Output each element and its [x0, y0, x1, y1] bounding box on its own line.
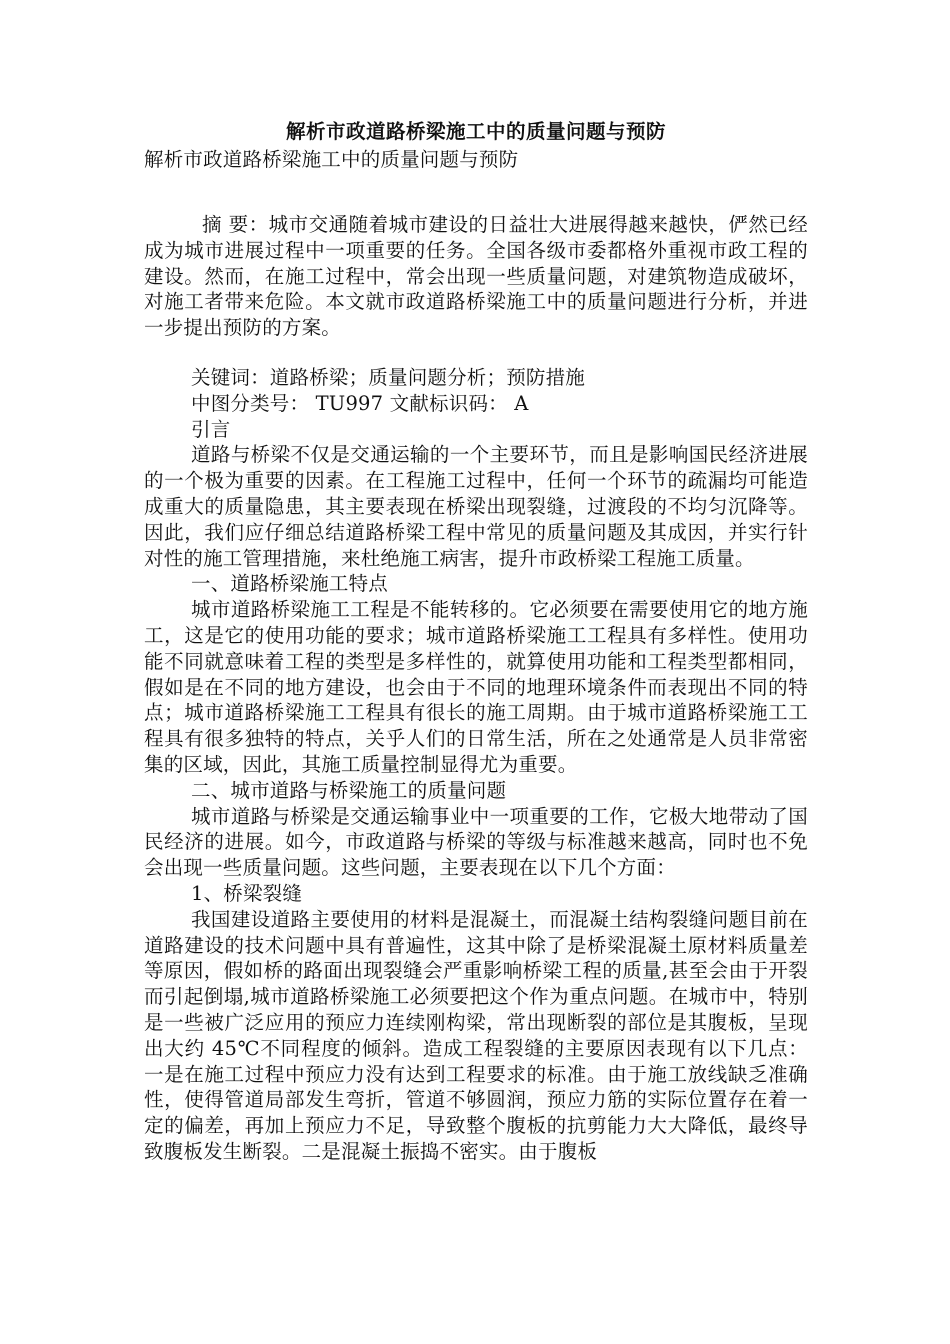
intro-heading: 引言 — [191, 417, 231, 441]
document-page — [144, 118, 808, 1165]
keywords-line: 关键词：道路桥梁；质量问题分析；预防措施 — [191, 365, 586, 389]
document-subtitle: 解析市政道路桥梁施工中的质量问题与预防 — [144, 148, 519, 171]
section1-heading: 一、道路桥梁施工特点 — [191, 572, 389, 596]
abstract-paragraph: 摘 要：城市交通随着城市建设的日益壮大进展得越来越快，俨然已经成为城市进展过程中一项重要的任务。全国各级市委都格外重视市政工程的建设。然而，在施工过程中，常会出现一些质量问题，对建筑物造成破坏，对施工者带来危险。本文就市政道路桥梁施工中的质量问题进行分析，并进一步提出预防的方案。 — [144, 213, 808, 340]
section1-paragraph: 城市道路桥梁施工工程是不能转移的。它必须要在需要使用它的地方施工，这是它的使用功能的要求；城市道路桥梁施工工程具有多样性。使用功能不同就意味着工程的类型是多样性的，就算使用功能和工程类型都相同，假如是在不同的地方建设，也会由于不同的地理环境条件而表现出不同的特点；城市道路桥梁施工工程具有很长的施工周期。由于城市道路桥梁施工工程具有很多独特的特点，关乎人们的日常生活，所在之处通常是人员非常密集的区域，因此，其施工质量控制显得尤为重要。 — [144, 598, 808, 776]
subsection1-heading: 1、桥梁裂缝 — [191, 881, 303, 905]
section2-heading: 二、城市道路与桥梁施工的质量问题 — [191, 778, 507, 802]
classification-line: 中图分类号： TU997 文献标识码： A — [191, 391, 529, 415]
section2-paragraph: 城市道路与桥梁是交通运输事业中一项重要的工作，它极大地带动了国民经济的进展。如今，市政道路与桥梁的等级与标准越来越高，同时也不免会出现一些质量问题。这些问题，主要表现在以下几个方面： — [144, 804, 808, 880]
intro-paragraph: 道路与桥梁不仅是交通运输的一个主要环节，而且是影响国民经济进展的一个极为重要的因素。在工程施工过程中，任何一个环节的疏漏均可能造成重大的质量隐患，其主要表现在桥梁出现裂缝，过渡段的不均匀沉降等。因此，我们应仔细总结道路桥梁工程中常见的质量问题及其成因，并实行针对性的施工管理措施，来杜绝施工病害，提升市政桥梁工程施工质量。 — [144, 443, 808, 570]
subsection1-paragraph: 我国建设道路主要使用的材料是混凝土，而混凝土结构裂缝问题目前在道路建设的技术问题中具有普遍性，这其中除了是桥梁混凝土原材料质量差等原因，假如桥的路面出现裂缝会严重影响桥梁工程的质量,甚至会由于开裂而引起倒塌,城市道路桥梁施工必须要把这个作为重点问题。在城市中，特别是一些被广泛应用的预应力连续刚构梁，常出现断裂的部位是其腹板，呈现出大约 45℃不同程度的倾斜。造成工程裂缝的主要原因表现有以下几点：一是在施工过程中预应力没有达到工程要求的标准。由于施工放线缺乏准确性，使得管道局部发生弯折，管道不够圆润，预应力筋的实际位置存在着一定的偏差，再加上预应力不足，导致整个腹板的抗剪能力大大降低，最终导致腹板发生断裂。二是混凝土振捣不密实。由于腹板 — [144, 907, 808, 1163]
document-title: 解析市政道路桥梁施工中的质量问题与预防 — [285, 120, 666, 143]
